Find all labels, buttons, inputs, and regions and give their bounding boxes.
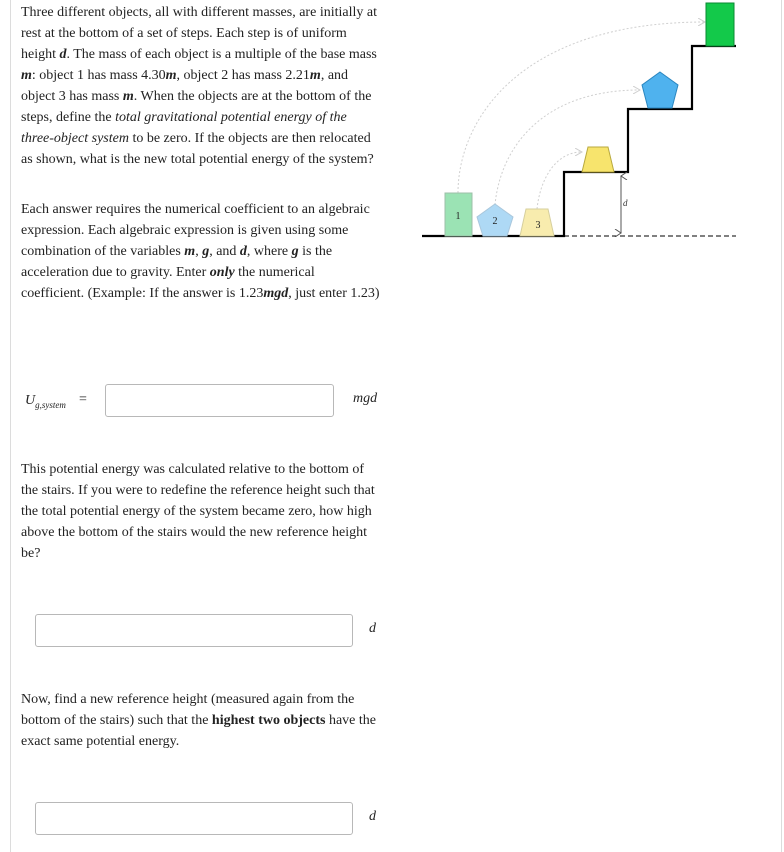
potential-energy-label: $U_{g,system}$ — [25, 393, 66, 410]
emphasis-total-energy: total gravitational potential energy of the three-object system — [21, 110, 347, 146]
object-3-label: 3 — [535, 220, 541, 231]
question-reference-height-text: This potential energy was calculated relative to the bottom of the stairs. If you were to redefine the reference height such that the total potential energy of the system became zero, how high above the bottom of the stairs would the new reference height be? — [21, 462, 375, 561]
object-1-relocated — [706, 3, 734, 46]
question-equal-energy-text: Now, find a new reference height (measured again from the bottom of the stairs) such that the highest two objects have the exact same potential energy. — [21, 692, 376, 749]
problem-text: Three different objects, all with different masses, are initially at rest at the bottom of a set of steps. Each step is of uniform height d. The mass of each object is a multiple of the base mass m: object 1 has mass 4.30m, object 2 has mass 2.21m, and object 3 has mass m. When the objects are at the bottom of the steps, define the total gravitational potential energy of the three-object system to be zero. If the objects are then relocated as shown, what is the new total potential energy of the system? — [21, 5, 377, 167]
arrow-object-2 — [495, 90, 640, 205]
object-2-label: 2 — [492, 216, 498, 227]
step-height-label: d — [623, 198, 628, 208]
equals-sign: = — [79, 392, 87, 407]
equal-energy-height-unit: d — [369, 809, 376, 824]
potential-energy-unit: mgd — [353, 391, 378, 406]
arrow-object-3 — [537, 152, 582, 209]
instructions-text: Each answer requires the numerical coefficient to an algebraic expression. Each algebraic expression is given using some combination of the variables m, g, and d, where g is the acceleration due to gravity. Enter only the numerical coefficient. (Example: If the answer is 1.23mgd, just enter 1.23) — [21, 202, 380, 301]
object-2-relocated — [642, 72, 678, 108]
reference-height-unit: d — [369, 621, 376, 636]
object-3-relocated — [582, 147, 614, 172]
object-1-label: 1 — [455, 211, 461, 222]
